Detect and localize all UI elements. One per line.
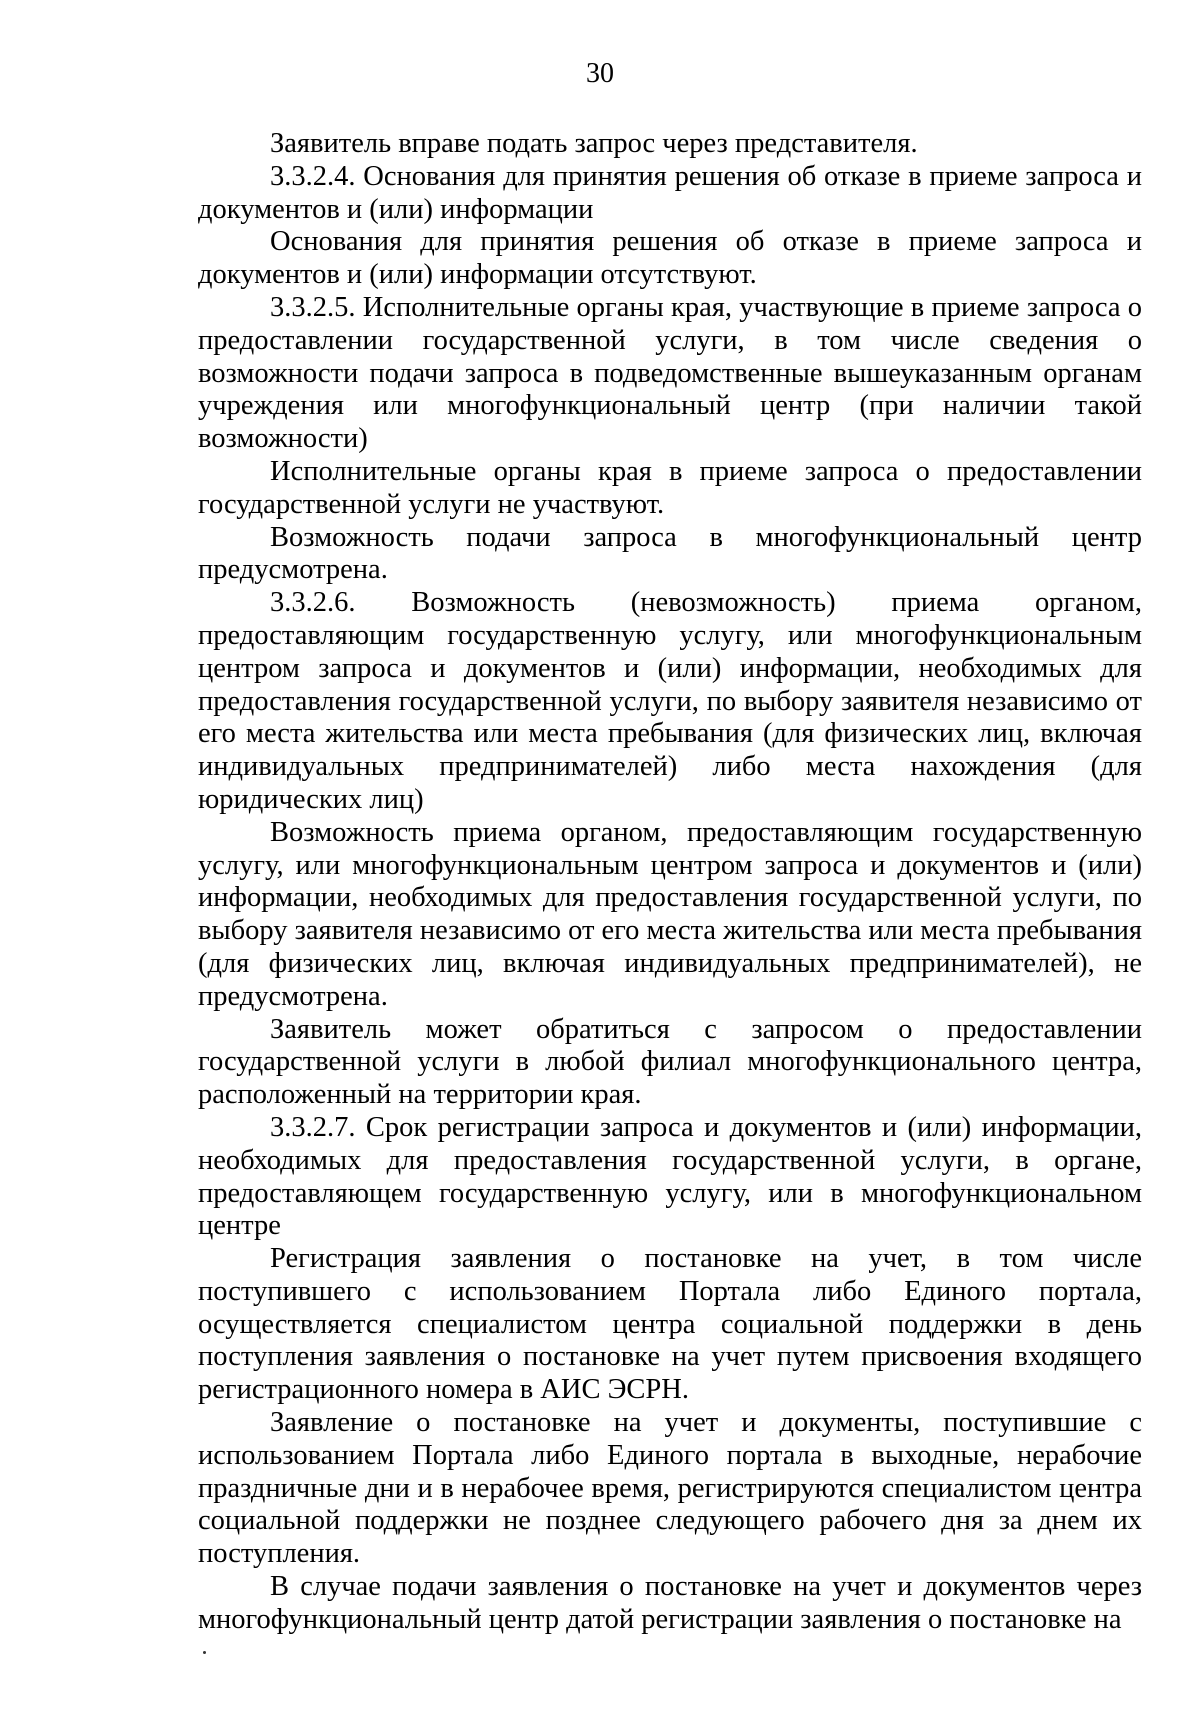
paragraph: 3.3.2.6. Возможность (невозможность) приема органом, предоставляющим государственную услугу, или многофункциональным центром запроса и документов и (или) информации, необходимых для предоставления государственной услуги, по выбору заявителя независимо от его места жительства или места пребывания (для физических лиц, включая индивидуальных предпринимателей) либо места нахождения (для юридических лиц) bbox=[198, 587, 1142, 815]
document-body bbox=[198, 128, 1142, 1637]
paragraph: Возможность подачи запроса в многофункциональный центр предусмотрена. bbox=[198, 521, 1142, 586]
paragraph: 3.3.2.5. Исполнительные органы края, участвующие в приеме запроса о предоставлении государственной услуги, в том числе сведения о возможности подачи запроса в подведомственные вышеуказанным органам учреждения или многофункциональный центр (при наличии такой возможности) bbox=[198, 291, 1142, 455]
paragraph: Заявление о постановке на учет и документы, поступившие с использованием Портала либо Единого портала в выходные, нерабочие праздничные дни и в нерабочее время, регистрируются специалистом центра социальной поддержки не позднее следующего рабочего дня за днем их поступления. bbox=[198, 1407, 1142, 1570]
paragraph: Исполнительные органы края в приеме запроса о предоставлении государственной услуги не участвуют. bbox=[198, 455, 1142, 520]
paragraph: В случае подачи заявления о постановке на учет и документов через многофункциональный центр датой регистрации заявления о постановке на bbox=[198, 1571, 1142, 1635]
paragraph: Регистрация заявления о постановке на учет, в том числе поступившего с использованием Портала либо Единого портала, осуществляется специалистом центра социальной поддержки в день поступления заявления о постановке на учет путем присвоения входящего регистрационного номера в АИС ЭСРН. bbox=[198, 1243, 1142, 1406]
scan-artifact-dot bbox=[203, 1651, 206, 1654]
paragraph: 3.3.2.7. Срок регистрации запроса и документов и (или) информации, необходимых для предоставления государственной услуги, в органе, предоставляющем государственную услугу, или в многофункциональном центре bbox=[198, 1111, 1142, 1242]
page-number: 30 bbox=[586, 58, 614, 89]
paragraph: Основания для принятия решения об отказе в приеме запроса и документов и (или) информации отсутствуют. bbox=[198, 226, 1142, 291]
paragraph: Заявитель вправе подать запрос через представителя. bbox=[270, 128, 918, 159]
paragraph: Возможность приема органом, предоставляющим государственную услугу, или многофункциональным центром запроса и документов и (или) информации, необходимых для предоставления государственной услуги, по выбору заявителя независимо от его места жительства или места пребывания (для физических лиц, включая индивидуальных предпринимателей), не предусмотрена. bbox=[198, 816, 1142, 1012]
paragraph: 3.3.2.4. Основания для принятия решения об отказе в приеме запроса и документов и (или) информации bbox=[198, 160, 1142, 225]
paragraph: Заявитель может обратиться с запросом о предоставлении государственной услуги в любой филиал многофункционального центра, расположенный на территории края. bbox=[198, 1013, 1142, 1111]
